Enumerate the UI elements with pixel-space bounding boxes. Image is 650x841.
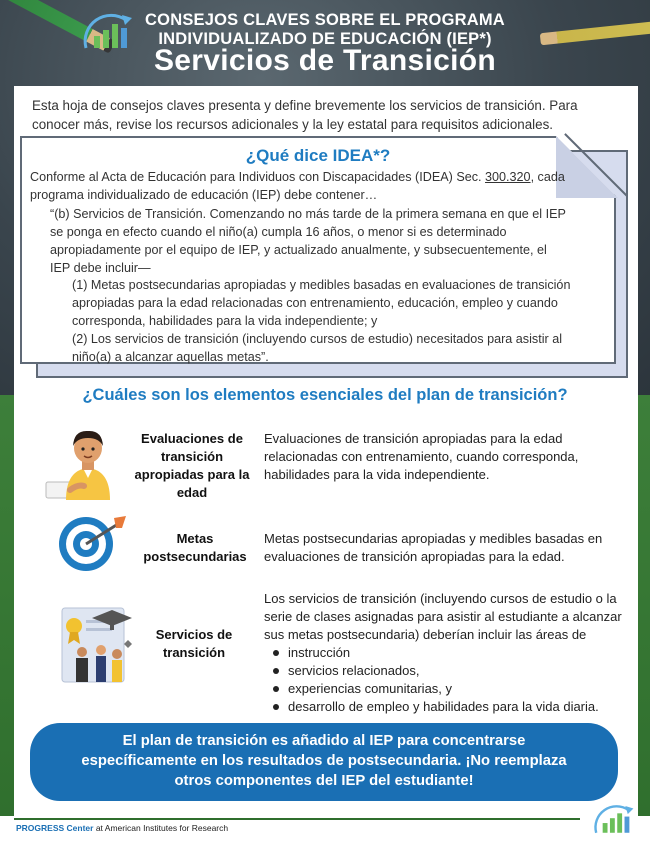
header-line-2: INDIVIDUALIZADO DE EDUCACIÓN (IEP*): [158, 30, 492, 48]
transition-services-icon: [56, 604, 138, 684]
element-label-evaluations: Evaluaciones de transición apropiadas para la edad: [134, 431, 250, 500]
idea-quote-items: [72, 276, 572, 366]
idea-quote-item-2: (2) Los servicios de transición (incluyendo cursos de estudio) necesitados para asistir al niño(a) a alcanzar aquellas metas”.: [72, 332, 562, 364]
list-item: experiencias comunitarias, y: [270, 680, 630, 698]
services-bullet-list: [270, 644, 630, 716]
element-desc-evaluations: Evaluaciones de transición apropiadas para la edad relacionadas con entrenamiento, cuando corresponda, habilidades para la vida independiente.: [264, 431, 579, 482]
footer-org-rest: at American Institutes for Research: [93, 823, 229, 833]
element-label-goals: Metas postsecundarias: [143, 531, 247, 564]
footer-divider: [14, 818, 580, 820]
idea-box-title: ¿Qué dice IDEA*?: [245, 146, 391, 165]
list-item: instrucción: [270, 644, 630, 662]
idea-quote-text: “(b) Servicios de Transición. Comenzando no más tarde de la primera semana en que el IEP se ponga en efecto cuando el niño(a) cumpla 16 años, o menor si es determinado apropiadamente por el equipo de IEP, y actualizado anualmente, y subsecuentemente, el IEP debe incluir—: [50, 207, 566, 275]
idea-quote-item-1: (1) Metas postsecundarias apropiadas y medibles basadas en evaluaciones de transición apropiadas para la edad relacionadas con entrenamiento, educación, empleo y cuando corresponda, habilidades para la vida independiente; y: [72, 278, 571, 328]
student-icon: [44, 424, 130, 500]
progress-logo-icon: [592, 802, 636, 836]
callout-line-1: El plan de transición es añadido al IEP para concentrarse: [122, 733, 526, 749]
list-item: desarrollo de empleo y habilidades para la vida diaria.: [270, 698, 630, 716]
callout-line-3: otros componentes del IEP del estudiante!: [174, 773, 474, 789]
footer-credit: [16, 823, 228, 833]
element-desc-goals: Metas postsecundarias apropiadas y medibles basadas en evaluaciones de transición apropiadas para la edad.: [264, 531, 603, 564]
footer-org: PROGRESS Center: [16, 823, 94, 833]
element-label-services: Servicios de transición: [155, 627, 233, 660]
header-line-1: CONSEJOS CLAVES SOBRE EL PROGRAMA: [145, 11, 505, 29]
idea-section-link[interactable]: 300.320: [485, 170, 531, 184]
section-title: ¿Cuáles son los elementos esenciales del plan de transición?: [82, 386, 568, 404]
page-title: Servicios de Transición: [153, 44, 497, 77]
list-item: servicios relacionados,: [270, 662, 630, 680]
callout-line-2: específicamente en los resultados de postsecundaria. ¡No reemplaza: [81, 753, 567, 769]
intro-paragraph: Esta hoja de consejos claves presenta y define brevemente los servicios de transición. Para conocer más, revise los recursos adicionales y la ley estatal para requisitos adicionales.: [32, 98, 578, 132]
callout-banner: [30, 723, 618, 801]
idea-intro-text: Conforme al Acta de Educación para Individuos con Discapacidades (IDEA) Sec. 300.320, cada programa individualizado de educación (IEP) debe contener…: [30, 170, 565, 202]
target-icon: [56, 514, 128, 572]
element-desc-services: Los servicios de transición (incluyendo cursos de estudio o la serie de clases asignadas para asistir al estudiante a alcanzar sus metas postsecundaria) deberían incluir las áreas de: [264, 591, 622, 642]
